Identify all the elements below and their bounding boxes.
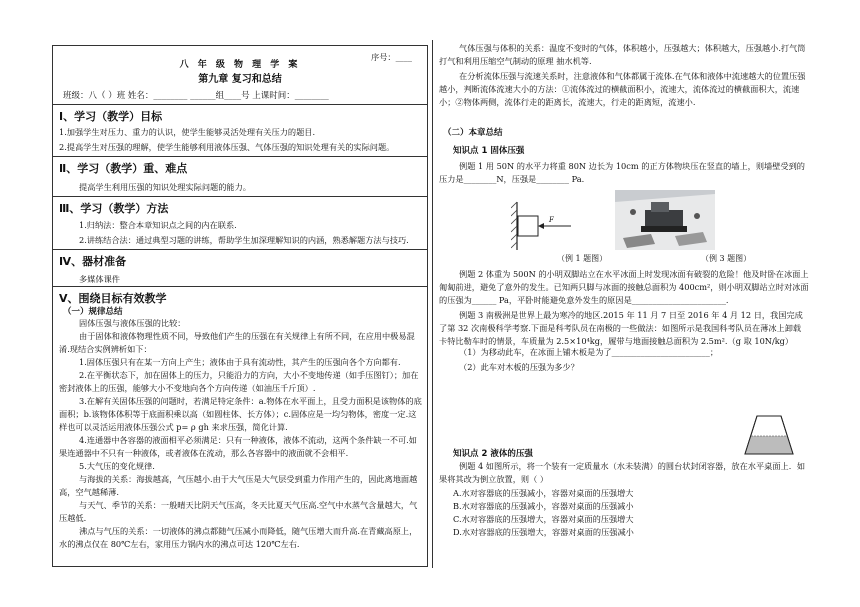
knowledge-point-1: 知识点 1 固体压强: [453, 146, 525, 156]
example-3: 例题 3 南极洲是世界上最为寒冷的地区.2015 年 11 月 7 日至 2016 年 4 月 12 日，我国完成了第 32 次南极科学考察.下面是科考队员在南极的一些做法：如图所示是我国科考队员在薄冰上卸载卡特比勒车时的情景，车质量为 2.5×10⁴kg，履带与地面接触总面积为 2.5m².（g 取 10N/kg）: [439, 310, 803, 346]
wall-block-figure: [511, 200, 581, 252]
section-5-heading: Ⅴ、围绕目标有效教学: [59, 292, 167, 305]
example-4: 例题 4 如图所示，将一个装有一定质量水（水未装满）的圆台状封闭容器，放在水平桌面上．如果将其改为倒立放置，则（ ）: [439, 461, 806, 484]
option-b: B.水对容器底的压强减小，容器对桌面的压强减小: [453, 501, 634, 511]
gas-volume-paragraph: 气体压强与体积的关系：温度不变时的气体，体积越小，压强越大；体积越大，压强越小.打气筒打气和利用压缩空气制动的原理 抽水机等.: [439, 43, 806, 66]
fluid-speed-paragraph: 在分析流体压强与流速关系时，注意液体和气体都属于流体.在气体和液体中流速越大的位置压强越小，判断流体流速大小的方法：①流体流过的横截面积小，流速大，流体流过的横截面积大，流速小；②物体两侧，流体行走的距离长，流速大，行走的距离短，流速小.: [439, 71, 806, 107]
example-1: 例题 1 用 50N 的水平力将重 80N 边长为 10cm 的正方体物块压在竖直的墙上，则墙壁受到的压力是________N，压强是________ Pa.: [439, 161, 805, 184]
key-points-text: 提高学生利用压强的知识处理实际问题的能力。: [79, 182, 251, 192]
doc-title: 八 年 级 物 理 学 案: [179, 60, 301, 70]
paragraph-rule-5: 5.大气压的变化规律.: [79, 461, 155, 471]
left-panel: [52, 45, 428, 567]
option-c: C.水对容器底的压强增大，容器对桌面的压强增大: [453, 514, 634, 524]
rules-summary-heading: （一）规律总结: [63, 307, 123, 317]
paragraph-altitude: 与海拔的关系：海拔越高，气压越小.由于大气压是大气层受到重力作用产生的，因此离地面越高，空气越稀薄.: [59, 474, 418, 497]
option-a: A.水对容器底的压强减小，容器对桌面的压强增大: [453, 488, 634, 498]
section-1-heading: Ⅰ、学习（教学）目标: [59, 110, 163, 123]
paragraph-boiling: 沸点与气压的关系：一切液体的沸点都随气压减小而降低，随气压增大而升高.在青藏高原上，水的沸点仅在 80℃左右，家用压力锅内水的沸点可达 120℃左右.: [59, 526, 418, 549]
goal-1: 1.加强学生对压力、重力的认识，使学生能够灵活处理有关压力的题目.: [59, 127, 316, 137]
question-2: （2）此车对木板的压强为多少？: [459, 362, 579, 372]
paragraph-intro: 由于固体和液体物理性质不同，导致他们产生的压强在有关规律上有所不同，在应用中极易混淆.现结合实例辨析如下：: [59, 331, 415, 354]
option-d: D.水对容器底的压强增大，容器对桌面的压强减小: [453, 527, 634, 537]
paragraph-rule-4: 4.连通器中各容器的液面相平必须满足：只有一种液体，液体不流动，这两个条件缺一不可.如果连通器中不只有一种液体，或者液体在流动，那么各容器中的液面就不会相平.: [59, 435, 417, 458]
divider: [53, 104, 427, 105]
materials-text: 多媒体课件: [79, 274, 120, 284]
paragraph-rule-2: 2.在平衡状态下，加在固体上的压力，只能沿力的方向，大小不变地传递（如手压图钉）；加在密封液体上的压强，能够大小不变地向各个方向传递（如油压千斤顶）.: [59, 370, 419, 393]
figure-3-caption: （例 3 题图）: [701, 254, 752, 263]
antarctic-vehicle-photo: [615, 190, 715, 250]
method-1: 1.归纳法：整合本章知识点之间的内在联系.: [79, 220, 237, 230]
knowledge-point-2: 知识点 2 液体的压强: [453, 449, 533, 459]
example-2: 例题 2 体重为 500N 的小明双脚站立在水平冰面上时发现冰面有破裂的危险！他及时卧在冰面上匍匐前进，避免了意外的发生。已知两只脚与冰面的接触总面积为 400cm²，则小明双脚站立时对冰面的压强为______ Pa，平卧时能避免意外发生的原因是_______________________.: [439, 269, 809, 305]
right-panel: [432, 40, 811, 568]
divider: [53, 196, 427, 197]
chapter-title: 第九章 复习和总结: [198, 74, 282, 85]
paragraph-weather: 与天气、季节的关系：一般晴天比阴天气压高，冬天比夏天气压高.空气中水蒸气含量越大，气压越低.: [59, 500, 418, 523]
figure-1-caption: （例 1 题图）: [557, 254, 608, 263]
comparison-lead: 固体压强与液体压强的比较：: [79, 318, 186, 328]
method-2: 2.讲练结合法：通过典型习题的讲练，帮助学生加深理解知识的内涵，熟悉解题方法与技巧.: [79, 235, 409, 245]
frustum-container-figure: [741, 412, 797, 458]
divider: [53, 156, 427, 157]
section-2-heading: Ⅱ、学习（教学）重、难点: [59, 162, 188, 175]
section-3-heading: Ⅲ、学习（教学）方法: [59, 202, 169, 215]
paragraph-rule-3: 3.在解有关固体压强的问题时，若满足特定条件：a.物体在水平面上，且受力面积是该物体的底面积；b.该物体体积等于底面积乘以高（如圆柱体、长方体）；c.固体应是一均匀物体，密度一定.这样也可以灵活运用液体压强公式 p= ρ gh 来求压强，简化计算.: [59, 396, 422, 432]
chapter-summary-heading: （二）本章总结: [443, 128, 503, 138]
section-4-heading: Ⅳ、器材准备: [59, 255, 127, 268]
divider: [53, 249, 427, 250]
force-label: F: [549, 216, 554, 224]
serial-number: 序号：____: [371, 52, 412, 62]
paragraph-rule-1: 1.固体压强只有在某一方向上产生；液体由于具有流动性，其产生的压强向各个方向都有.: [79, 357, 401, 367]
divider: [53, 286, 427, 287]
goal-2: 2.提高学生对压强的理解，使学生能够利用液体压强、气体压强的知识处理有关的实际问题。: [59, 142, 395, 152]
question-1: （1）为移动此车，在冰面上铺木板是为了________________________；: [459, 347, 719, 357]
class-info-line: 班级：八（ ）班 姓名：________ ______组____号 上课时间：________: [63, 91, 329, 101]
